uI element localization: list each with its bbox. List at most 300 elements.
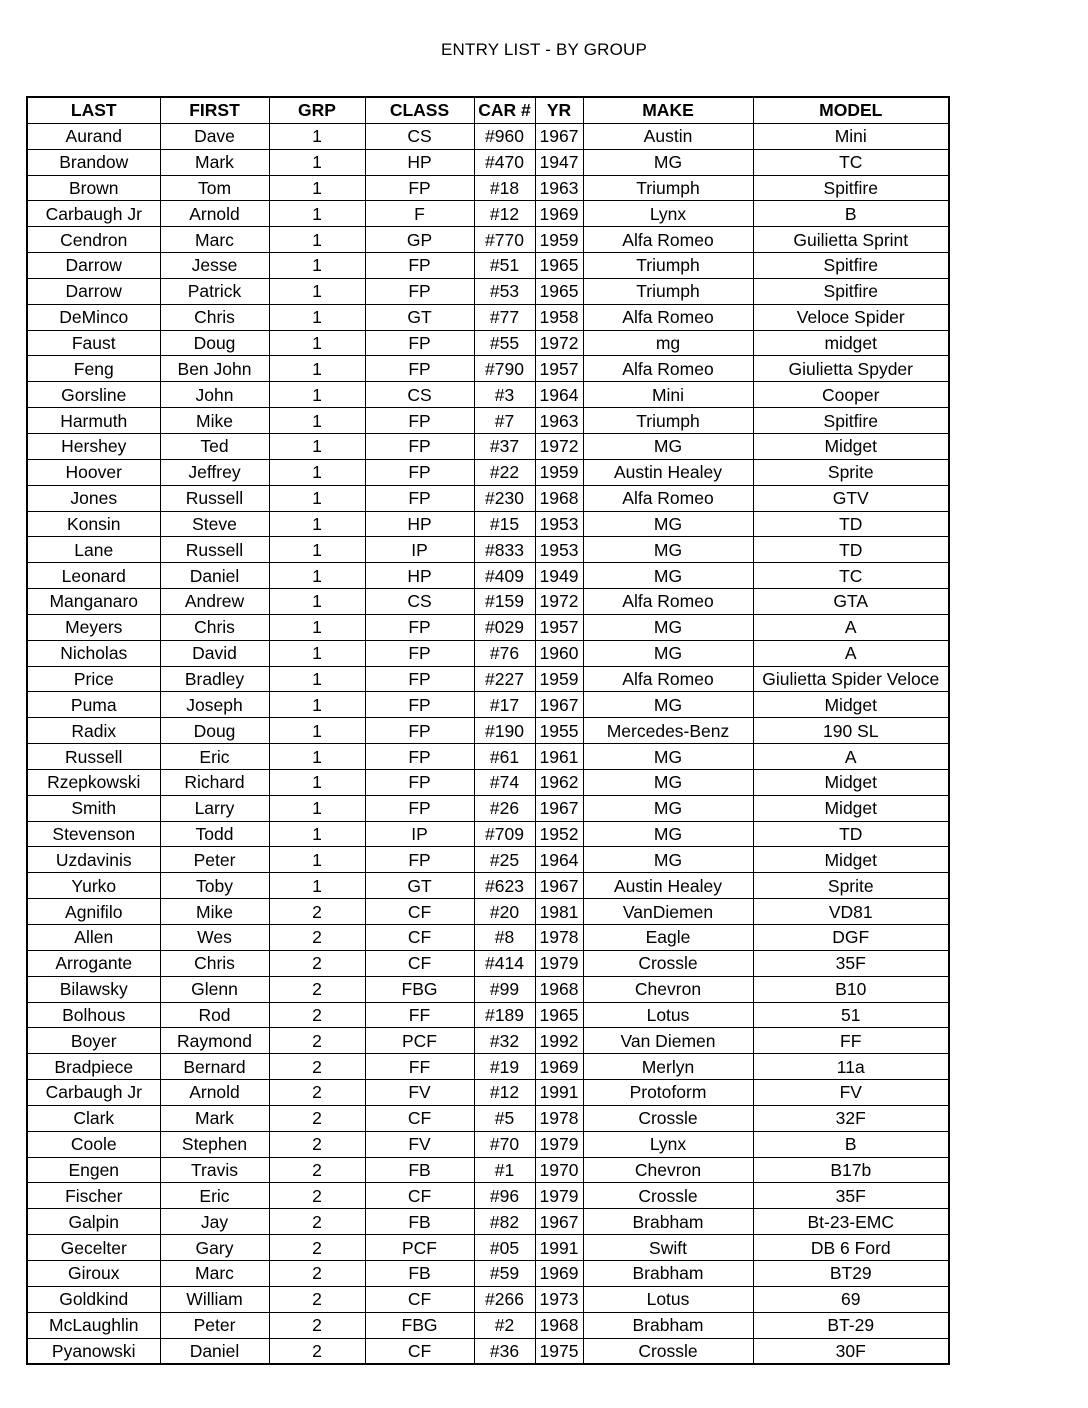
cell-car-number: #70 <box>474 1131 535 1157</box>
table-row <box>27 976 949 1002</box>
cell-first: Russell <box>160 485 269 511</box>
cell-class: FF <box>365 1054 474 1080</box>
table-row <box>27 485 949 511</box>
cell-make: Triumph <box>583 278 753 304</box>
table-row <box>27 201 949 227</box>
cell-make: Crossle <box>583 1105 753 1131</box>
cell-make: Alfa Romeo <box>583 304 753 330</box>
cell-first: Marc <box>160 1260 269 1286</box>
cell-grp: 1 <box>269 304 365 330</box>
cell-car-number: #61 <box>474 744 535 770</box>
table-row <box>27 744 949 770</box>
cell-yr: 1968 <box>535 1312 583 1338</box>
cell-first: Ben John <box>160 356 269 382</box>
cell-model: Mini <box>753 123 949 149</box>
cell-grp: 1 <box>269 795 365 821</box>
table-row <box>27 847 949 873</box>
column-header-first: FIRST <box>160 97 269 123</box>
cell-yr: 1975 <box>535 1338 583 1364</box>
cell-car-number: #5 <box>474 1105 535 1131</box>
cell-grp: 1 <box>269 278 365 304</box>
cell-car-number: #59 <box>474 1260 535 1286</box>
cell-first: Ted <box>160 433 269 459</box>
table-row <box>27 1209 949 1235</box>
cell-car-number: #3 <box>474 382 535 408</box>
cell-last: Nicholas <box>27 640 160 666</box>
cell-class: FP <box>365 795 474 821</box>
cell-last: McLaughlin <box>27 1312 160 1338</box>
cell-last: Giroux <box>27 1260 160 1286</box>
cell-class: PCF <box>365 1028 474 1054</box>
cell-make: Van Diemen <box>583 1028 753 1054</box>
table-row <box>27 1338 949 1364</box>
cell-first: Richard <box>160 769 269 795</box>
cell-yr: 1969 <box>535 1054 583 1080</box>
cell-model: Guilietta Sprint <box>753 227 949 253</box>
cell-make: Lotus <box>583 1286 753 1312</box>
cell-last: Arrogante <box>27 950 160 976</box>
cell-yr: 1965 <box>535 1002 583 1028</box>
table-row <box>27 1002 949 1028</box>
cell-class: FV <box>365 1131 474 1157</box>
cell-make: MG <box>583 511 753 537</box>
cell-make: Alfa Romeo <box>583 589 753 615</box>
cell-car-number: #230 <box>474 485 535 511</box>
cell-car-number: #36 <box>474 1338 535 1364</box>
cell-last: Carbaugh Jr <box>27 201 160 227</box>
cell-grp: 2 <box>269 1028 365 1054</box>
cell-car-number: #96 <box>474 1183 535 1209</box>
table-row <box>27 1286 949 1312</box>
cell-grp: 1 <box>269 640 365 666</box>
cell-model: Veloce Spider <box>753 304 949 330</box>
cell-class: GT <box>365 304 474 330</box>
cell-yr: 1969 <box>535 1260 583 1286</box>
cell-last: Faust <box>27 330 160 356</box>
table-row <box>27 666 949 692</box>
cell-class: FP <box>365 847 474 873</box>
table-row <box>27 925 949 951</box>
table-row <box>27 459 949 485</box>
cell-last: Feng <box>27 356 160 382</box>
cell-yr: 1967 <box>535 692 583 718</box>
column-header-class: CLASS <box>365 97 474 123</box>
cell-grp: 1 <box>269 382 365 408</box>
cell-last: Carbaugh Jr <box>27 1080 160 1106</box>
cell-first: Marc <box>160 227 269 253</box>
cell-last: Agnifilo <box>27 899 160 925</box>
cell-make: Merlyn <box>583 1054 753 1080</box>
cell-car-number: #470 <box>474 149 535 175</box>
cell-first: Mark <box>160 149 269 175</box>
cell-class: FP <box>365 692 474 718</box>
cell-grp: 1 <box>269 589 365 615</box>
cell-make: VanDiemen <box>583 899 753 925</box>
cell-first: Mike <box>160 408 269 434</box>
cell-make: Brabham <box>583 1260 753 1286</box>
cell-model: B <box>753 1131 949 1157</box>
cell-grp: 2 <box>269 950 365 976</box>
cell-first: Chris <box>160 304 269 330</box>
cell-last: Harmuth <box>27 408 160 434</box>
cell-model: Spitfire <box>753 175 949 201</box>
cell-car-number: #790 <box>474 356 535 382</box>
cell-car-number: #18 <box>474 175 535 201</box>
cell-yr: 1981 <box>535 899 583 925</box>
cell-model: midget <box>753 330 949 356</box>
cell-first: Mike <box>160 899 269 925</box>
cell-model: Bt-23-EMC <box>753 1209 949 1235</box>
table-row <box>27 795 949 821</box>
cell-make: MG <box>583 744 753 770</box>
cell-yr: 1965 <box>535 253 583 279</box>
cell-yr: 1972 <box>535 433 583 459</box>
cell-make: Swift <box>583 1235 753 1261</box>
cell-model: TC <box>753 149 949 175</box>
cell-car-number: #15 <box>474 511 535 537</box>
cell-class: GT <box>365 873 474 899</box>
cell-model: Midget <box>753 433 949 459</box>
cell-last: Clark <box>27 1105 160 1131</box>
cell-last: Rzepkowski <box>27 769 160 795</box>
cell-car-number: #8 <box>474 925 535 951</box>
cell-yr: 1953 <box>535 511 583 537</box>
cell-first: John <box>160 382 269 408</box>
cell-class: FP <box>365 330 474 356</box>
cell-make: MG <box>583 847 753 873</box>
cell-model: 51 <box>753 1002 949 1028</box>
cell-model: DGF <box>753 925 949 951</box>
cell-make: Chevron <box>583 976 753 1002</box>
cell-class: FP <box>365 614 474 640</box>
cell-first: Daniel <box>160 1338 269 1364</box>
cell-first: Chris <box>160 614 269 640</box>
cell-class: CS <box>365 589 474 615</box>
cell-model: 11a <box>753 1054 949 1080</box>
cell-grp: 2 <box>269 1235 365 1261</box>
cell-car-number: #1 <box>474 1157 535 1183</box>
cell-model: B <box>753 201 949 227</box>
cell-grp: 1 <box>269 433 365 459</box>
cell-last: Puma <box>27 692 160 718</box>
cell-car-number: #32 <box>474 1028 535 1054</box>
cell-last: Darrow <box>27 253 160 279</box>
cell-first: Jeffrey <box>160 459 269 485</box>
cell-make: Alfa Romeo <box>583 227 753 253</box>
cell-grp: 1 <box>269 692 365 718</box>
cell-car-number: #25 <box>474 847 535 873</box>
table-row <box>27 1183 949 1209</box>
cell-grp: 2 <box>269 1183 365 1209</box>
cell-car-number: #833 <box>474 537 535 563</box>
cell-model: A <box>753 744 949 770</box>
cell-model: 30F <box>753 1338 949 1364</box>
cell-grp: 2 <box>269 976 365 1002</box>
cell-class: FV <box>365 1080 474 1106</box>
cell-grp: 2 <box>269 1209 365 1235</box>
table-row <box>27 899 949 925</box>
cell-model: TC <box>753 563 949 589</box>
cell-first: Toby <box>160 873 269 899</box>
cell-yr: 1959 <box>535 666 583 692</box>
cell-first: Eric <box>160 744 269 770</box>
cell-model: TD <box>753 511 949 537</box>
cell-make: Crossle <box>583 1183 753 1209</box>
cell-first: Peter <box>160 847 269 873</box>
cell-make: Mercedes-Benz <box>583 718 753 744</box>
cell-last: Lane <box>27 537 160 563</box>
entry-list-table <box>26 96 950 1365</box>
cell-class: FP <box>365 433 474 459</box>
cell-class: FB <box>365 1157 474 1183</box>
cell-yr: 1967 <box>535 123 583 149</box>
table-row <box>27 356 949 382</box>
cell-class: CF <box>365 1286 474 1312</box>
cell-first: Doug <box>160 718 269 744</box>
cell-model: DB 6 Ford <box>753 1235 949 1261</box>
cell-yr: 1957 <box>535 356 583 382</box>
cell-grp: 2 <box>269 1312 365 1338</box>
cell-yr: 1959 <box>535 459 583 485</box>
cell-make: mg <box>583 330 753 356</box>
cell-yr: 1967 <box>535 1209 583 1235</box>
cell-yr: 1964 <box>535 847 583 873</box>
table-row <box>27 1260 949 1286</box>
cell-first: Jesse <box>160 253 269 279</box>
cell-class: FP <box>365 769 474 795</box>
cell-first: Arnold <box>160 1080 269 1106</box>
cell-grp: 1 <box>269 227 365 253</box>
cell-yr: 1967 <box>535 795 583 821</box>
cell-last: Allen <box>27 925 160 951</box>
cell-yr: 1963 <box>535 408 583 434</box>
cell-class: CF <box>365 1105 474 1131</box>
cell-model: A <box>753 640 949 666</box>
cell-model: Sprite <box>753 873 949 899</box>
cell-yr: 1979 <box>535 950 583 976</box>
cell-car-number: #53 <box>474 278 535 304</box>
cell-make: Chevron <box>583 1157 753 1183</box>
cell-car-number: #2 <box>474 1312 535 1338</box>
cell-last: Darrow <box>27 278 160 304</box>
cell-make: Alfa Romeo <box>583 356 753 382</box>
cell-model: VD81 <box>753 899 949 925</box>
cell-car-number: #26 <box>474 795 535 821</box>
cell-make: Alfa Romeo <box>583 666 753 692</box>
cell-car-number: #55 <box>474 330 535 356</box>
cell-model: Giulietta Spider Veloce <box>753 666 949 692</box>
cell-class: FP <box>365 278 474 304</box>
cell-class: FP <box>365 408 474 434</box>
cell-grp: 2 <box>269 1131 365 1157</box>
cell-class: FP <box>365 459 474 485</box>
cell-yr: 1992 <box>535 1028 583 1054</box>
cell-last: Price <box>27 666 160 692</box>
cell-grp: 2 <box>269 1054 365 1080</box>
cell-last: Boyer <box>27 1028 160 1054</box>
cell-grp: 1 <box>269 769 365 795</box>
cell-first: Eric <box>160 1183 269 1209</box>
cell-first: Rod <box>160 1002 269 1028</box>
cell-first: Doug <box>160 330 269 356</box>
cell-model: 35F <box>753 1183 949 1209</box>
cell-model: Midget <box>753 795 949 821</box>
column-header-make: MAKE <box>583 97 753 123</box>
cell-yr: 1978 <box>535 1105 583 1131</box>
column-header-car-number: CAR # <box>474 97 535 123</box>
cell-model: FF <box>753 1028 949 1054</box>
cell-car-number: #770 <box>474 227 535 253</box>
table-body <box>27 123 949 1364</box>
table-row <box>27 718 949 744</box>
cell-grp: 1 <box>269 563 365 589</box>
cell-yr: 1969 <box>535 201 583 227</box>
cell-first: William <box>160 1286 269 1312</box>
cell-model: 35F <box>753 950 949 976</box>
cell-last: Hershey <box>27 433 160 459</box>
cell-grp: 1 <box>269 873 365 899</box>
table-row <box>27 149 949 175</box>
cell-car-number: #12 <box>474 1080 535 1106</box>
table-row <box>27 537 949 563</box>
cell-car-number: #190 <box>474 718 535 744</box>
cell-first: Bradley <box>160 666 269 692</box>
cell-grp: 1 <box>269 821 365 847</box>
cell-first: Travis <box>160 1157 269 1183</box>
cell-model: Midget <box>753 847 949 873</box>
table-row <box>27 1080 949 1106</box>
cell-last: Engen <box>27 1157 160 1183</box>
cell-make: MG <box>583 433 753 459</box>
cell-yr: 1991 <box>535 1235 583 1261</box>
cell-class: HP <box>365 149 474 175</box>
cell-car-number: #409 <box>474 563 535 589</box>
cell-last: Meyers <box>27 614 160 640</box>
cell-first: Peter <box>160 1312 269 1338</box>
cell-class: GP <box>365 227 474 253</box>
cell-first: Raymond <box>160 1028 269 1054</box>
cell-make: Triumph <box>583 253 753 279</box>
cell-grp: 1 <box>269 459 365 485</box>
cell-grp: 2 <box>269 1105 365 1131</box>
cell-yr: 1959 <box>535 227 583 253</box>
cell-last: Goldkind <box>27 1286 160 1312</box>
column-header-last: LAST <box>27 97 160 123</box>
cell-last: Fischer <box>27 1183 160 1209</box>
cell-first: Russell <box>160 537 269 563</box>
table-row <box>27 304 949 330</box>
cell-car-number: #17 <box>474 692 535 718</box>
cell-class: FP <box>365 253 474 279</box>
column-header-grp: GRP <box>269 97 365 123</box>
cell-model: Giulietta Spyder <box>753 356 949 382</box>
cell-grp: 1 <box>269 201 365 227</box>
cell-class: CS <box>365 123 474 149</box>
cell-model: Spitfire <box>753 408 949 434</box>
cell-car-number: #960 <box>474 123 535 149</box>
cell-yr: 1955 <box>535 718 583 744</box>
table-row <box>27 227 949 253</box>
cell-first: Todd <box>160 821 269 847</box>
cell-car-number: #82 <box>474 1209 535 1235</box>
cell-grp: 1 <box>269 485 365 511</box>
cell-model: Spitfire <box>753 253 949 279</box>
cell-grp: 1 <box>269 537 365 563</box>
table-row <box>27 511 949 537</box>
cell-class: FP <box>365 718 474 744</box>
cell-car-number: #623 <box>474 873 535 899</box>
cell-yr: 1967 <box>535 873 583 899</box>
table-row <box>27 123 949 149</box>
table-row <box>27 1157 949 1183</box>
cell-car-number: #77 <box>474 304 535 330</box>
cell-class: CF <box>365 1183 474 1209</box>
cell-model: FV <box>753 1080 949 1106</box>
cell-make: Mini <box>583 382 753 408</box>
cell-grp: 1 <box>269 718 365 744</box>
table-row <box>27 1054 949 1080</box>
cell-grp: 2 <box>269 1260 365 1286</box>
cell-model: TD <box>753 537 949 563</box>
cell-first: Stephen <box>160 1131 269 1157</box>
cell-last: Uzdavinis <box>27 847 160 873</box>
cell-make: MG <box>583 614 753 640</box>
cell-car-number: #227 <box>474 666 535 692</box>
cell-grp: 1 <box>269 149 365 175</box>
cell-make: Austin <box>583 123 753 149</box>
cell-grp: 1 <box>269 666 365 692</box>
cell-make: Eagle <box>583 925 753 951</box>
table-row <box>27 278 949 304</box>
cell-model: Sprite <box>753 459 949 485</box>
cell-yr: 1991 <box>535 1080 583 1106</box>
cell-last: Galpin <box>27 1209 160 1235</box>
cell-yr: 1952 <box>535 821 583 847</box>
cell-last: Yurko <box>27 873 160 899</box>
table-row <box>27 433 949 459</box>
cell-grp: 1 <box>269 847 365 873</box>
cell-make: MG <box>583 563 753 589</box>
cell-first: Bernard <box>160 1054 269 1080</box>
cell-make: Lotus <box>583 1002 753 1028</box>
table-row <box>27 382 949 408</box>
cell-yr: 1965 <box>535 278 583 304</box>
cell-last: Cendron <box>27 227 160 253</box>
cell-yr: 1960 <box>535 640 583 666</box>
cell-grp: 1 <box>269 175 365 201</box>
cell-last: DeMinco <box>27 304 160 330</box>
table-row <box>27 1312 949 1338</box>
cell-make: MG <box>583 795 753 821</box>
table-row <box>27 640 949 666</box>
cell-first: Daniel <box>160 563 269 589</box>
cell-last: Gecelter <box>27 1235 160 1261</box>
cell-car-number: #414 <box>474 950 535 976</box>
cell-car-number: #7 <box>474 408 535 434</box>
table-row <box>27 330 949 356</box>
cell-yr: 1968 <box>535 976 583 1002</box>
cell-yr: 1970 <box>535 1157 583 1183</box>
cell-yr: 1961 <box>535 744 583 770</box>
cell-last: Russell <box>27 744 160 770</box>
cell-grp: 1 <box>269 614 365 640</box>
cell-model: TD <box>753 821 949 847</box>
cell-car-number: #20 <box>474 899 535 925</box>
cell-class: FBG <box>365 976 474 1002</box>
cell-car-number: #709 <box>474 821 535 847</box>
cell-last: Coole <box>27 1131 160 1157</box>
cell-grp: 2 <box>269 925 365 951</box>
